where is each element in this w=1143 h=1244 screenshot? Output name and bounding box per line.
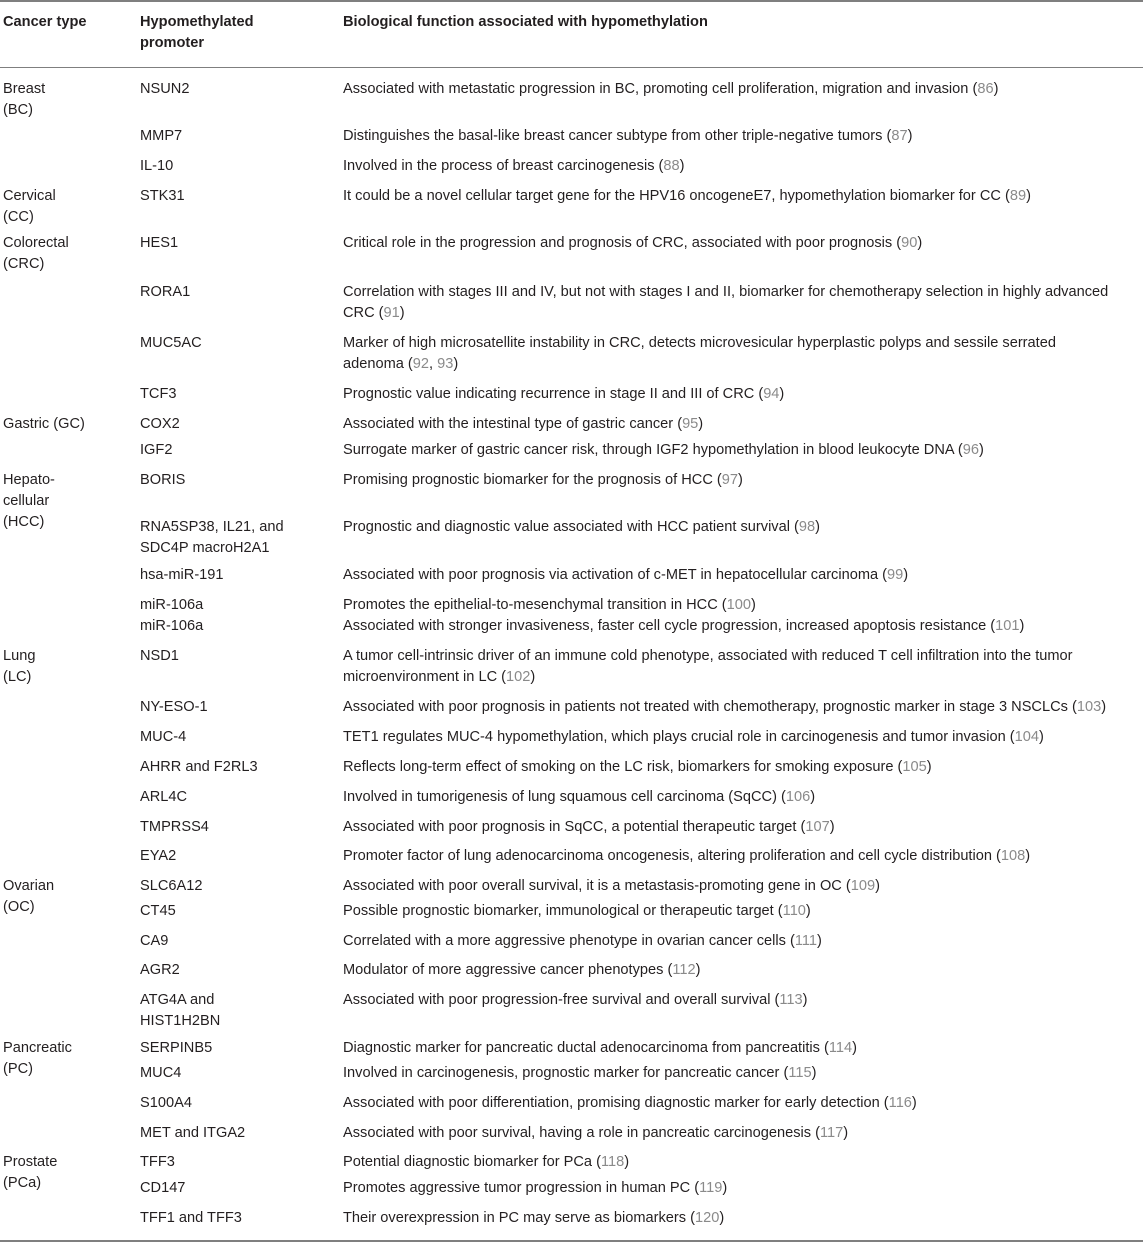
function-cell: Reflects long-term effect of smoking on the LC risk, biomarkers for smoking exposure (105) bbox=[343, 759, 932, 775]
function-cell: Associated with poor overall survival, it is a metastasis-promoting gene in OC (109) bbox=[343, 878, 880, 894]
reference-link[interactable]: 102 bbox=[506, 669, 531, 685]
promoter-cell: NSUN2 bbox=[140, 81, 190, 97]
reference-link[interactable]: 114 bbox=[828, 1040, 853, 1056]
function-cell: Critical role in the progression and prognosis of CRC, associated with poor prognosis (90) bbox=[343, 235, 923, 251]
header-cancer-type: Cancer type bbox=[3, 14, 87, 30]
promoter-cell: AGR2 bbox=[140, 962, 180, 978]
cancer-type-cell: (CC) bbox=[3, 209, 34, 225]
promoter-cell: CA9 bbox=[140, 933, 169, 949]
cancer-type-cell: (HCC) bbox=[3, 514, 45, 530]
table-top-rule bbox=[0, 0, 1143, 2]
cancer-type-cell: Hepato- bbox=[3, 472, 55, 488]
function-cell: Associated with the intestinal type of gastric cancer (95) bbox=[343, 416, 704, 432]
reference-link[interactable]: 95 bbox=[682, 416, 699, 432]
reference-link[interactable]: 112 bbox=[672, 962, 696, 978]
promoter-cell: CD147 bbox=[140, 1180, 186, 1196]
reference-link[interactable]: 107 bbox=[805, 819, 830, 835]
reference-link[interactable]: 92 bbox=[412, 356, 430, 372]
cancer-type-cell: Pancreatic bbox=[3, 1040, 72, 1056]
function-cell: TET1 regulates MUC-4 hypomethylation, which plays crucial role in carcinogenesis and tumor invasion (104) bbox=[343, 729, 1044, 745]
promoter-cell: NY-ESO-1 bbox=[140, 699, 208, 715]
promoter-cell: HIST1H2BN bbox=[140, 1013, 221, 1029]
function-cell: Promotes the epithelial-to-mesenchymal transition in HCC (100) bbox=[343, 597, 756, 613]
cancer-type-cell: (LC) bbox=[3, 669, 32, 685]
reference-link[interactable]: 93 bbox=[437, 356, 454, 372]
reference-link[interactable]: 117 bbox=[819, 1125, 844, 1141]
reference-link[interactable]: 120 bbox=[695, 1210, 720, 1226]
promoter-cell: BORIS bbox=[140, 472, 186, 488]
reference-link[interactable]: 97 bbox=[721, 472, 739, 488]
cancer-type-cell: Cervical bbox=[3, 188, 56, 204]
reference-link[interactable]: 100 bbox=[726, 597, 752, 613]
reference-link[interactable]: 103 bbox=[1076, 699, 1102, 715]
reference-link[interactable]: 96 bbox=[962, 442, 979, 458]
reference-link[interactable]: 88 bbox=[663, 158, 680, 174]
reference-link[interactable]: 106 bbox=[785, 789, 811, 805]
promoter-cell: RORA1 bbox=[140, 284, 191, 300]
function-cell: Correlation with stages III and IV, but not with stages I and II, biomarker for chemotherapy selection in highly advanced bbox=[343, 284, 1109, 300]
reference-link[interactable]: 99 bbox=[887, 567, 904, 583]
promoter-cell: SDC4P macroH2A1 bbox=[140, 540, 270, 556]
promoter-cell: RNA5SP38, IL21, and bbox=[140, 519, 284, 535]
promoter-cell: IGF2 bbox=[140, 442, 173, 458]
function-cell: Promotes aggressive tumor progression in human PC (119) bbox=[343, 1180, 728, 1196]
function-cell: Their overexpression in PC may serve as biomarkers (120) bbox=[343, 1210, 725, 1226]
cancer-type-cell: (PC) bbox=[3, 1061, 33, 1077]
reference-link[interactable]: 109 bbox=[850, 878, 876, 894]
promoter-cell: TMPRSS4 bbox=[140, 819, 209, 835]
function-cell: Prognostic and diagnostic value associated with HCC patient survival (98) bbox=[343, 519, 820, 535]
promoter-cell: TFF3 bbox=[140, 1154, 175, 1170]
function-cell: Associated with poor survival, having a role in pancreatic carcinogenesis (117) bbox=[343, 1125, 849, 1141]
reference-link[interactable]: 105 bbox=[902, 759, 927, 775]
function-cell: Possible prognostic biomarker, immunological or therapeutic target (110) bbox=[343, 903, 811, 919]
reference-link[interactable]: 87 bbox=[891, 128, 908, 144]
promoter-cell: MUC5AC bbox=[140, 335, 202, 351]
function-cell: adenoma (92, 93) bbox=[343, 356, 459, 372]
promoter-cell: ARL4C bbox=[140, 789, 188, 805]
function-cell: Marker of high microsatellite instability in CRC, detects microvesicular hyperplastic polyps and sessile serrated bbox=[343, 335, 1056, 351]
function-cell: Correlated with a more aggressive phenotype in ovarian cancer cells (111) bbox=[343, 933, 822, 949]
function-cell: Diagnostic marker for pancreatic ductal adenocarcinoma from pancreatitis (114) bbox=[343, 1040, 858, 1056]
cancer-type-cell: (CRC) bbox=[3, 256, 45, 272]
cancer-type-cell: Breast bbox=[3, 81, 46, 97]
header-function: Biological function associated with hypomethylation bbox=[343, 14, 708, 30]
function-cell: microenvironment in LC (102) bbox=[343, 669, 536, 685]
promoter-cell: HES1 bbox=[140, 235, 179, 251]
function-cell: Prognostic value indicating recurrence in stage II and III of CRC (94) bbox=[343, 386, 785, 402]
cancer-type-cell: (PCa) bbox=[3, 1175, 42, 1191]
promoter-cell: miR-106a bbox=[140, 597, 204, 613]
function-cell: Associated with poor differentiation, promising diagnostic marker for early detection (116) bbox=[343, 1095, 917, 1111]
function-cell: Involved in tumorigenesis of lung squamous cell carcinoma (SqCC) (106) bbox=[343, 789, 816, 805]
function-cell: Potential diagnostic biomarker for PCa (118) bbox=[343, 1154, 630, 1170]
function-cell: Associated with poor progression-free survival and overall survival (113) bbox=[343, 992, 808, 1008]
promoter-cell: SERPINB5 bbox=[140, 1040, 213, 1056]
promoter-cell: COX2 bbox=[140, 416, 180, 432]
promoter-cell: STK31 bbox=[140, 188, 185, 204]
reference-link[interactable]: 116 bbox=[888, 1095, 912, 1111]
promoter-cell: S100A4 bbox=[140, 1095, 192, 1111]
reference-link[interactable]: 90 bbox=[901, 235, 918, 251]
promoter-cell: IL-10 bbox=[140, 158, 174, 174]
reference-link[interactable]: 98 bbox=[798, 519, 816, 535]
promoter-cell: hsa-miR-191 bbox=[140, 567, 224, 583]
function-cell: Associated with stronger invasiveness, faster cell cycle progression, increased apoptosis resistance (101) bbox=[343, 618, 1025, 634]
table-bottom-rule bbox=[0, 1240, 1143, 1242]
reference-link[interactable]: 91 bbox=[383, 305, 400, 321]
promoter-cell: NSD1 bbox=[140, 648, 179, 664]
cancer-type-cell: (BC) bbox=[3, 102, 33, 118]
promoter-cell: TCF3 bbox=[140, 386, 177, 402]
function-cell: It could be a novel cellular target gene for the HPV16 oncogeneE7, hypomethylation biomarker for CC (89) bbox=[343, 188, 1031, 204]
reference-link[interactable]: 111 bbox=[794, 933, 818, 949]
promoter-cell: MET and ITGA2 bbox=[140, 1125, 246, 1141]
promoter-cell: MMP7 bbox=[140, 128, 183, 144]
function-cell: A tumor cell-intrinsic driver of an immune cold phenotype, associated with reduced T cell infiltration into the tumor bbox=[343, 648, 1073, 664]
reference-link[interactable]: 110 bbox=[782, 903, 806, 919]
function-cell: Promoter factor of lung adenocarcinoma oncogenesis, altering proliferation and cell cycle distribution (108) bbox=[343, 848, 1031, 864]
reference-link[interactable]: 94 bbox=[763, 386, 780, 402]
reference-link[interactable]: 113 bbox=[779, 992, 803, 1008]
function-cell: Associated with poor prognosis in patients not treated with chemotherapy, prognostic marker in stage 3 NSCLCs (103) bbox=[343, 699, 1107, 715]
function-cell: Surrogate marker of gastric cancer risk, through IGF2 hypomethylation in blood leukocyte DNA (96) bbox=[343, 442, 984, 458]
function-cell: Modulator of more aggressive cancer phenotypes (112) bbox=[343, 962, 701, 978]
reference-link[interactable]: 104 bbox=[1014, 729, 1039, 745]
reference-link[interactable]: 108 bbox=[1000, 848, 1026, 864]
function-cell: Associated with metastatic progression in BC, promoting cell proliferation, migration and invasion (86) bbox=[343, 81, 999, 97]
reference-link[interactable]: 89 bbox=[1009, 188, 1027, 204]
cancer-type-cell: Ovarian bbox=[3, 878, 55, 894]
reference-link[interactable]: 86 bbox=[977, 81, 994, 97]
function-cell: Involved in the process of breast carcinogenesis (88) bbox=[343, 158, 685, 174]
cancer-type-cell: Gastric (GC) bbox=[3, 416, 85, 432]
cancer-type-cell: Colorectal bbox=[3, 235, 69, 251]
cancer-type-cell: cellular bbox=[3, 493, 50, 509]
promoter-cell: CT45 bbox=[140, 903, 176, 919]
promoter-cell: SLC6A12 bbox=[140, 878, 203, 894]
promoter-cell: TFF1 and TFF3 bbox=[140, 1210, 242, 1226]
reference-link[interactable]: 118 bbox=[600, 1154, 625, 1170]
header-rule bbox=[0, 67, 1143, 68]
function-cell: CRC (91) bbox=[343, 305, 405, 321]
reference-link[interactable]: 115 bbox=[788, 1065, 812, 1081]
reference-link[interactable]: 119 bbox=[699, 1180, 723, 1196]
cancer-type-cell: Prostate bbox=[3, 1154, 58, 1170]
cancer-type-cell: (OC) bbox=[3, 899, 35, 915]
function-cell: Associated with poor prognosis in SqCC, a potential therapeutic target (107) bbox=[343, 819, 835, 835]
function-cell: Promising prognostic biomarker for the prognosis of HCC (97) bbox=[343, 472, 743, 488]
promoter-cell: ATG4A and bbox=[140, 992, 215, 1008]
promoter-cell: MUC4 bbox=[140, 1065, 182, 1081]
function-cell: Distinguishes the basal-like breast cancer subtype from other triple-negative tumors (87) bbox=[343, 128, 913, 144]
reference-link[interactable]: 101 bbox=[995, 618, 1020, 634]
cancer-type-cell: Lung bbox=[3, 648, 36, 664]
promoter-cell: MUC-4 bbox=[140, 729, 187, 745]
promoter-cell: miR-106a bbox=[140, 618, 204, 634]
function-cell: Involved in carcinogenesis, prognostic marker for pancreatic cancer (115) bbox=[343, 1065, 817, 1081]
promoter-cell: AHRR and F2RL3 bbox=[140, 759, 258, 775]
promoter-cell: EYA2 bbox=[140, 848, 177, 864]
header-promoter-line1: Hypomethylated bbox=[140, 14, 254, 30]
function-cell: Associated with poor prognosis via activation of c-MET in hepatocellular carcinoma (99) bbox=[343, 567, 909, 583]
header-promoter-line2: promoter bbox=[140, 35, 205, 51]
